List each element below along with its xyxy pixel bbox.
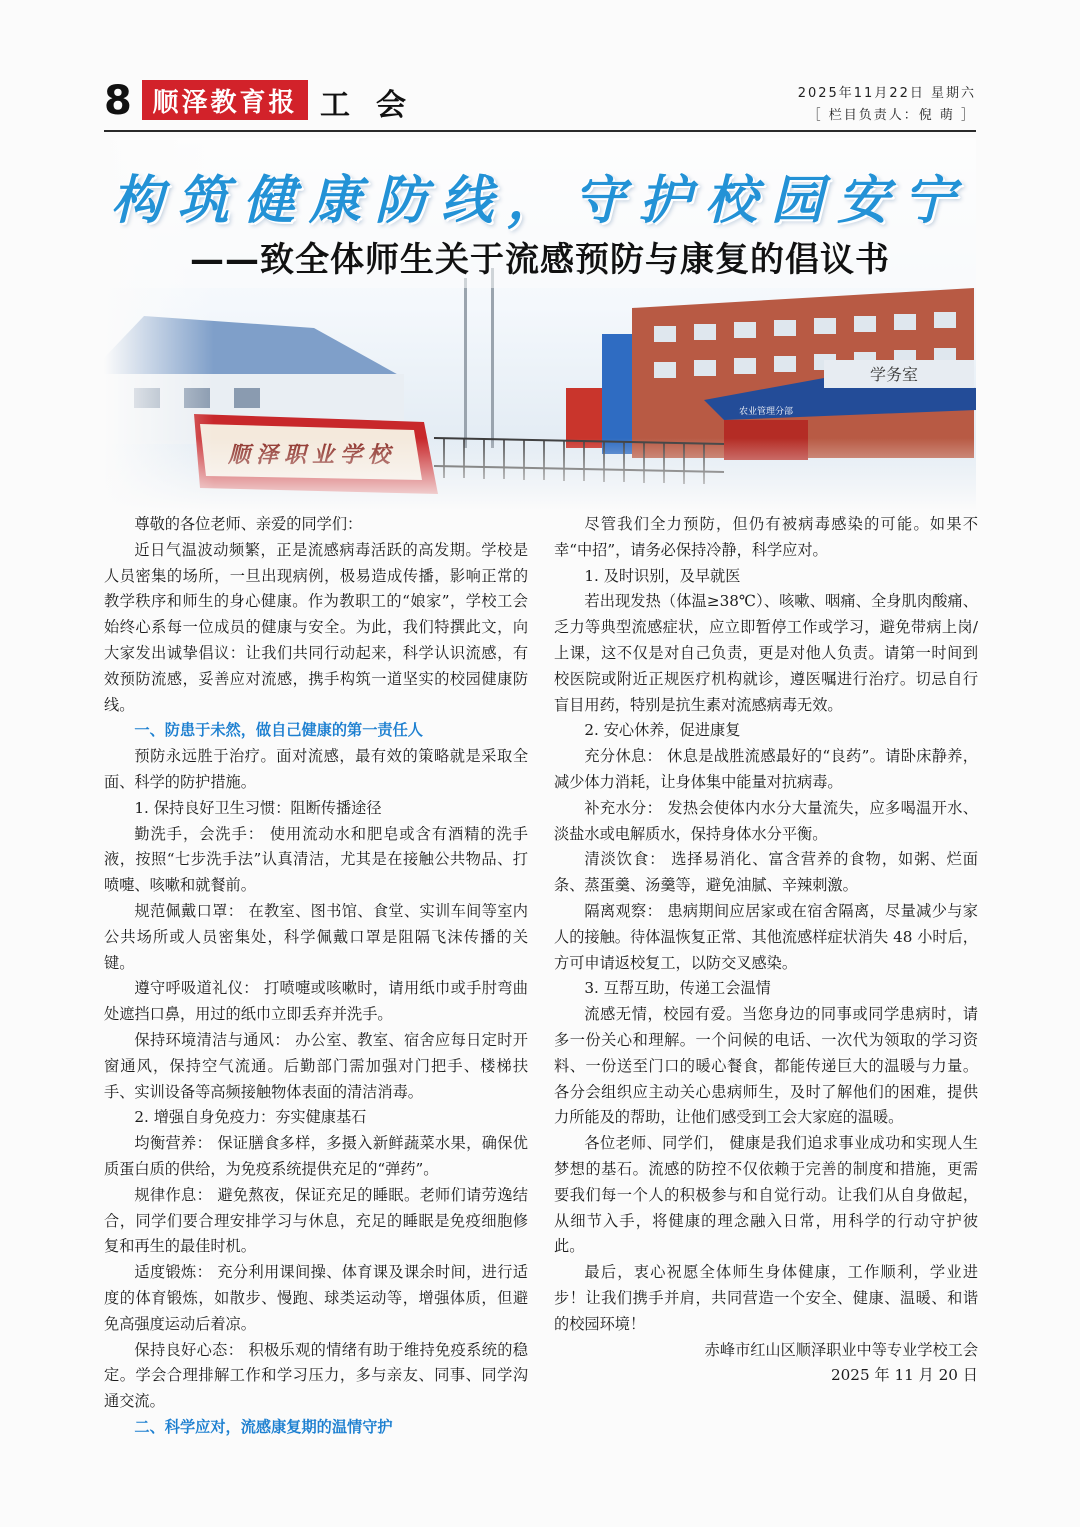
- page-number: 8: [104, 78, 132, 124]
- headline: 构筑健康防线，守护校园安宁: [110, 170, 969, 231]
- paragraph: 保持良好心态： 积极乐观的情绪有助于维持免疫系统的稳定。学会合理排解工作和学习压力，多与亲友、同事、同学沟通交流。: [104, 1340, 528, 1411]
- paragraph: 2. 安心休养，促进康复: [584, 721, 741, 740]
- paragraph: 清淡饮食： 选择易消化、富含营养的食物，如粥、烂面条、蒸蛋羹、汤羹等，避免油腻、辛辣刺激。: [554, 850, 978, 895]
- paragraph: 充分休息： 休息是战胜流感最好的“良药”。请卧床静养，减少体力消耗，让身体集中能量对抗病毒。: [554, 747, 978, 791]
- paragraph: 隔离观察： 患病期间应居家或在宿舍隔离，尽量减少与家人的接触。待体温恢复正常、其他流感样症状消失 48 小时后，方可申请返校复工，以防交叉感染。: [554, 901, 978, 972]
- paragraph: 近日气温波动频繁，正是流感病毒活跃的高发期。学校是人员密集的场所，一旦出现病例，极易造成传播，影响正常的教学秩序和师生的身心健康。作为教职工的“娘家”，学校工会始终心系每一位成员的健康与安全。为此，我们特撰此文，向大家发出诚挚倡议：让我们共同行动起来，科学认识流感，有效预防流感，妥善应对流感，携手构筑一道坚实的校园健康防线。: [104, 540, 528, 714]
- paragraph: 规范佩戴口罩： 在教室、图书馆、食堂、实训车间等室内公共场所或人员密集处，科学佩戴口罩是阻隔飞沫传播的关键。: [104, 901, 528, 972]
- paragraph: 1. 及时识别，及早就医: [584, 566, 741, 585]
- paragraph: 各位老师、同学们， 健康是我们追求事业成功和实现人生梦想的基石。流感的防控不仅依赖于完善的制度和措施，更需要我们每一个人的积极参与和自觉行动。让我们从自身做起，从细节入手，将健康的理念融入日常，用科学的行动守护彼此。: [554, 1134, 978, 1256]
- section-title: 工会: [320, 88, 432, 123]
- paragraph: 适度锻炼： 充分利用课间操、体育课及课余时间，进行适度的体育锻炼，如散步、慢跑、球类运动等，增强体质，但避免高强度运动后着凉。: [104, 1263, 528, 1333]
- subheadline: ——致全体师生关于流感预防与康复的倡议书: [190, 240, 890, 280]
- section-heading: 二、科学应对，流感康复期的温情守护: [134, 1417, 393, 1436]
- paragraph: 补充水分： 发热会使体内水分大量流失，应多喝温开水、淡盐水或电解质水，保持身体水分平衡。: [554, 798, 978, 843]
- signature-line: 赤峰市红山区顺泽职业中等专业学校工会: [704, 1340, 978, 1359]
- left-column: [104, 512, 528, 1441]
- paragraph: 遵守呼吸道礼仪： 打喷嚏或咳嗽时，请用纸巾或手肘弯曲处遮挡口鼻，用过的纸巾立即丢弃并洗手。: [104, 979, 528, 1024]
- paragraph: 2. 增强自身免疫力：夯实健康基石: [134, 1108, 367, 1127]
- header-rule: [104, 130, 976, 132]
- paragraph: 尽管我们全力预防，但仍有被病毒感染的可能。如果不幸“中招”，请务必保持冷静，科学应对。: [554, 515, 978, 559]
- paragraph: 若出现发热（体温≥38℃）、咳嗽、咽痛、全身肌肉酸痛、乏力等典型流感症状，应立即暂停工作或学习，避免带病上岗/上课，这不仅是对自己负责，更是对他人负责。请第一时间到校医院或附近正规医疗机构就诊，遵医嘱进行治疗。切忌自行盲目用药，特别是抗生素对流感病毒无效。: [554, 592, 978, 714]
- paragraph: 规律作息： 避免熬夜，保证充足的睡眠。老师们请劳逸结合，同学们要合理安排学习与休息，充足的睡眠是免疫细胞修复和再生的最佳时机。: [104, 1185, 528, 1256]
- paragraph: 3. 互帮互助，传递工会温情: [584, 979, 771, 998]
- paragraph: 预防永远胜于治疗。面对流感，最有效的策略就是采取全面、科学的防护措施。: [104, 747, 528, 791]
- small-sign: 农业管理分部: [738, 407, 794, 417]
- newspaper-logo: 顺泽教育报: [142, 80, 308, 120]
- signature-line: 2025 年 11 月 20 日: [830, 1366, 978, 1385]
- building-sign: 学务室: [869, 365, 919, 384]
- issue-date: 2025年11月22日 星期六: [797, 86, 976, 101]
- paragraph: 1. 保持良好卫生习惯：阻断传播途径: [134, 798, 382, 817]
- paragraph: 保持环境清洁与通风： 办公室、教室、宿舍应每日定时开窗通风，保持空气流通。后勤部门需加强对门把手、楼梯扶手、实训设备等高频接触物体表面的清洁消毒。: [104, 1030, 528, 1101]
- paragraph: 流感无情，校园有爱。当您身边的同事或同学患病时，请多一份关心和理解。一个问候的电话、一次代为领取的学习资料、一份送至门口的暖心餐食，都能传递巨大的温暖与力量。各分会组织应主动关心患病师生，及时了解他们的困难，提供力所能及的帮助，让他们感受到工会大家庭的温暖。: [554, 1005, 978, 1127]
- column-editor: ［ 栏目负责人：倪 萌 ］: [807, 108, 976, 123]
- paragraph: 最后，衷心祝愿全体师生身体健康，工作顺利，学业进步！让我们携手并肩，共同营造一个安全、健康、温暖、和谐的校园环境！: [554, 1263, 978, 1333]
- right-column: [554, 512, 978, 1389]
- paragraph: 均衡营养： 保证膳食多样，多摄入新鲜蔬菜水果，确保优质蛋白质的供给，为免疫系统提供充足的“弹药”。: [104, 1134, 528, 1178]
- paragraph: 勤洗手，会洗手： 使用流动水和肥皂或含有酒精的洗手液，按照“七步洗手法”认真清洁，尤其是在接触公共物品、打喷嚏、咳嗽和就餐前。: [104, 824, 528, 895]
- section-heading: 一、防患于未然，做自己健康的第一责任人: [134, 721, 423, 740]
- paragraph: 尊敬的各位老师、亲爱的同学们：: [134, 515, 363, 533]
- banner: [104, 138, 976, 510]
